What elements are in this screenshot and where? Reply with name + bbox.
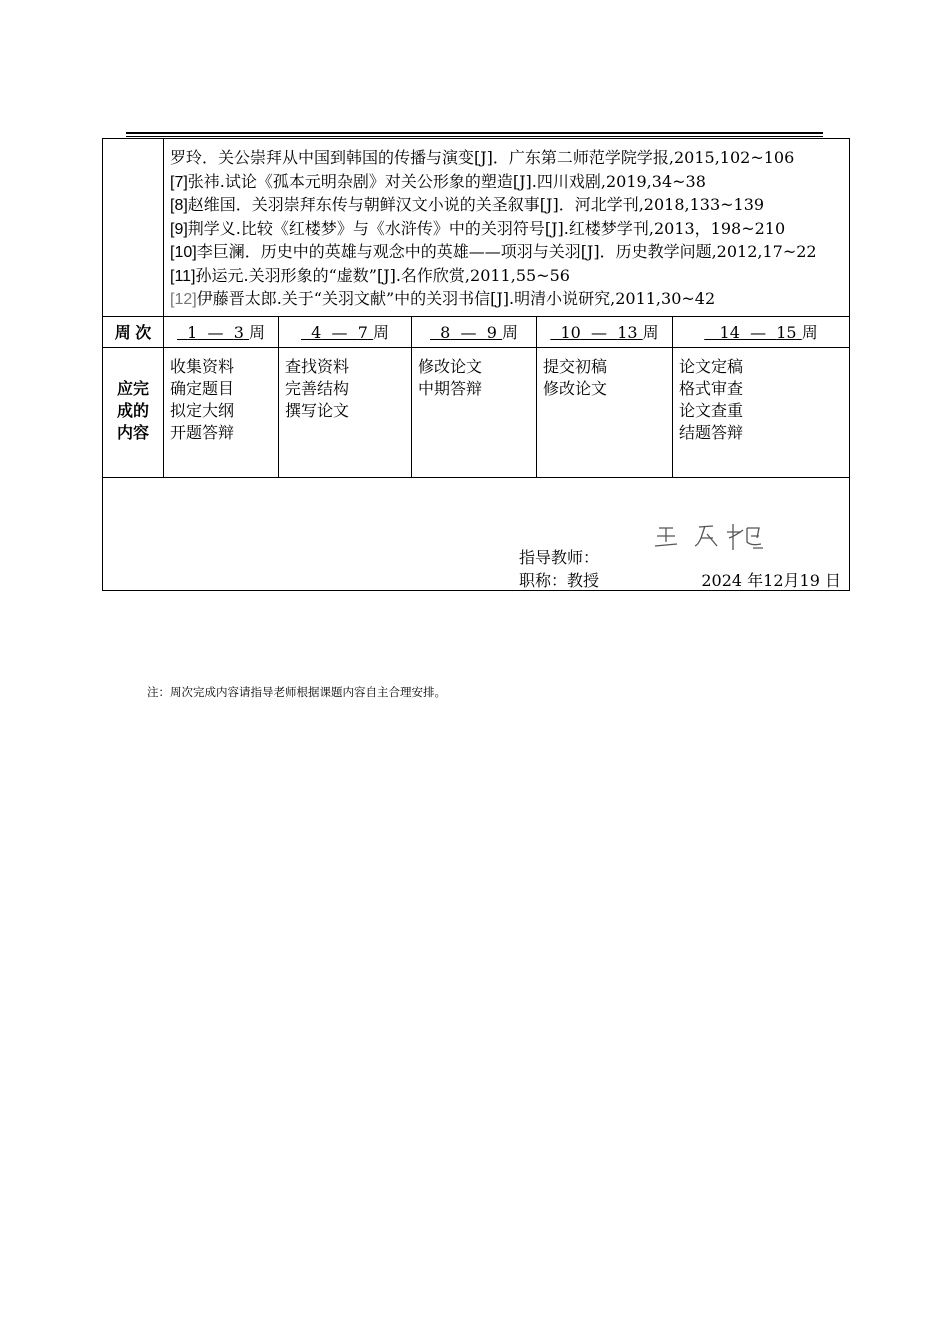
week-from: 8 bbox=[440, 323, 451, 342]
advisor-label: 指导教师： bbox=[519, 547, 600, 567]
week-to: 9 bbox=[486, 323, 497, 342]
week-range-5 bbox=[673, 316, 850, 347]
task-item: 收集资料 bbox=[170, 356, 235, 376]
reference-number: [7] bbox=[170, 173, 188, 191]
week-suffix: 周 bbox=[248, 323, 265, 342]
reference-text: 李巨澜．历史中的英雄与观念中的英雄——项羽与关羽[J]．历史教学问题,2012,17~22 bbox=[196, 242, 817, 261]
tasks-row bbox=[103, 347, 850, 477]
content-header-line: 应完 bbox=[116, 381, 149, 398]
week-range-3 bbox=[412, 316, 537, 347]
week-from: 10 bbox=[560, 323, 581, 342]
reference-item bbox=[170, 171, 843, 195]
task-item: 完善结构 bbox=[285, 378, 350, 398]
task-item: 拟定大纲 bbox=[170, 400, 235, 420]
tasks-week-1 bbox=[164, 347, 279, 477]
reference-item bbox=[170, 241, 843, 265]
content-header bbox=[103, 347, 164, 477]
week-to: 15 bbox=[776, 323, 797, 342]
task-item: 论文定稿 bbox=[679, 356, 744, 376]
tasks-week-2 bbox=[279, 347, 412, 477]
reference-text: 孙运元.关羽形象的“虚数”[J].名作欣赏,2011,55~56 bbox=[195, 265, 570, 285]
week-dash: — bbox=[460, 323, 477, 342]
reference-item bbox=[170, 288, 843, 312]
week-to: 13 bbox=[617, 323, 638, 342]
week-range-1 bbox=[164, 316, 279, 347]
week-to: 7 bbox=[357, 323, 368, 342]
task-item: 确定题目 bbox=[170, 378, 235, 398]
task-item: 提交初稿 bbox=[543, 356, 608, 376]
reference-item bbox=[170, 194, 843, 218]
task-item: 修改论文 bbox=[418, 356, 483, 376]
week-suffix: 周 bbox=[642, 323, 659, 342]
content-header-line: 内容 bbox=[116, 425, 149, 442]
task-item: 中期答辩 bbox=[418, 378, 483, 398]
task-item: 论文查重 bbox=[679, 400, 744, 420]
week-dash: — bbox=[750, 323, 767, 342]
task-item: 查找资料 bbox=[285, 356, 350, 376]
week-dash: — bbox=[591, 323, 608, 342]
reference-text: 伊藤晋太郎.关于“关羽文献”中的关羽书信[J].明清小说研究,2011,30~42 bbox=[196, 289, 716, 308]
reference-item bbox=[170, 147, 843, 171]
week-to: 3 bbox=[233, 323, 244, 342]
top-rule bbox=[126, 132, 823, 134]
reference-text: 张祎.试论《孤本元明杂剧》对关公形象的塑造[J].四川戏剧,2019,34~38 bbox=[187, 171, 706, 191]
handwritten-signature bbox=[651, 518, 851, 558]
week-suffix: 周 bbox=[501, 323, 518, 342]
week-from: 4 bbox=[311, 323, 322, 342]
task-item: 格式审查 bbox=[679, 378, 744, 398]
tasks-week-4 bbox=[537, 347, 673, 477]
week-dash: — bbox=[331, 323, 348, 342]
tasks-week-3 bbox=[412, 347, 537, 477]
reference-number: [11] bbox=[170, 267, 196, 285]
week-range-4 bbox=[537, 316, 673, 347]
references-row bbox=[103, 139, 850, 317]
reference-number: [9] bbox=[170, 220, 188, 238]
week-suffix: 周 bbox=[372, 323, 389, 342]
reference-number: [8] bbox=[170, 197, 188, 214]
content-header-line: 成的 bbox=[116, 403, 149, 420]
task-item: 结题答辩 bbox=[679, 422, 744, 442]
task-form-table bbox=[102, 138, 850, 591]
references-list bbox=[164, 139, 850, 317]
reference-item bbox=[170, 265, 843, 289]
reference-number: [12] bbox=[170, 291, 197, 308]
reference-text: 罗玲．关公崇拜从中国到韩国的传播与演变[J]．广东第二师范学院学报,2015,102~106 bbox=[170, 148, 795, 167]
reference-text: 赵维国．关羽崇拜东传与朝鲜汉文小说的关圣叙事[J]．河北学刊,2018,133~139 bbox=[187, 195, 765, 214]
sign-date: 2024 年12月19 日 bbox=[701, 570, 841, 590]
reference-item bbox=[170, 218, 843, 242]
week-header: 周 次 bbox=[103, 316, 164, 347]
week-from: 1 bbox=[187, 323, 198, 342]
task-item: 开题答辩 bbox=[170, 422, 235, 442]
task-item: 修改论文 bbox=[543, 378, 608, 398]
tasks-week-5 bbox=[673, 347, 850, 477]
advisor-title: 职称：教授 bbox=[519, 570, 600, 590]
reference-number: [10] bbox=[170, 244, 197, 261]
footnote: 注：周次完成内容请指导老师根据课题内容自主合理安排。 bbox=[147, 685, 446, 699]
week-from: 14 bbox=[719, 323, 740, 342]
signature-row bbox=[103, 477, 850, 590]
week-suffix: 周 bbox=[801, 323, 818, 342]
week-range-2 bbox=[279, 316, 412, 347]
references-label-cell bbox=[103, 139, 164, 317]
reference-text: 荆学义.比较《红楼梦》与《水浒传》中的关羽符号[J].红楼梦学刊,2013，198~210 bbox=[187, 218, 786, 238]
week-dash: — bbox=[207, 323, 224, 342]
week-row bbox=[103, 316, 850, 347]
task-item: 撰写论文 bbox=[285, 400, 350, 420]
signature-cell bbox=[103, 477, 850, 590]
top-rule-thin bbox=[126, 136, 823, 137]
